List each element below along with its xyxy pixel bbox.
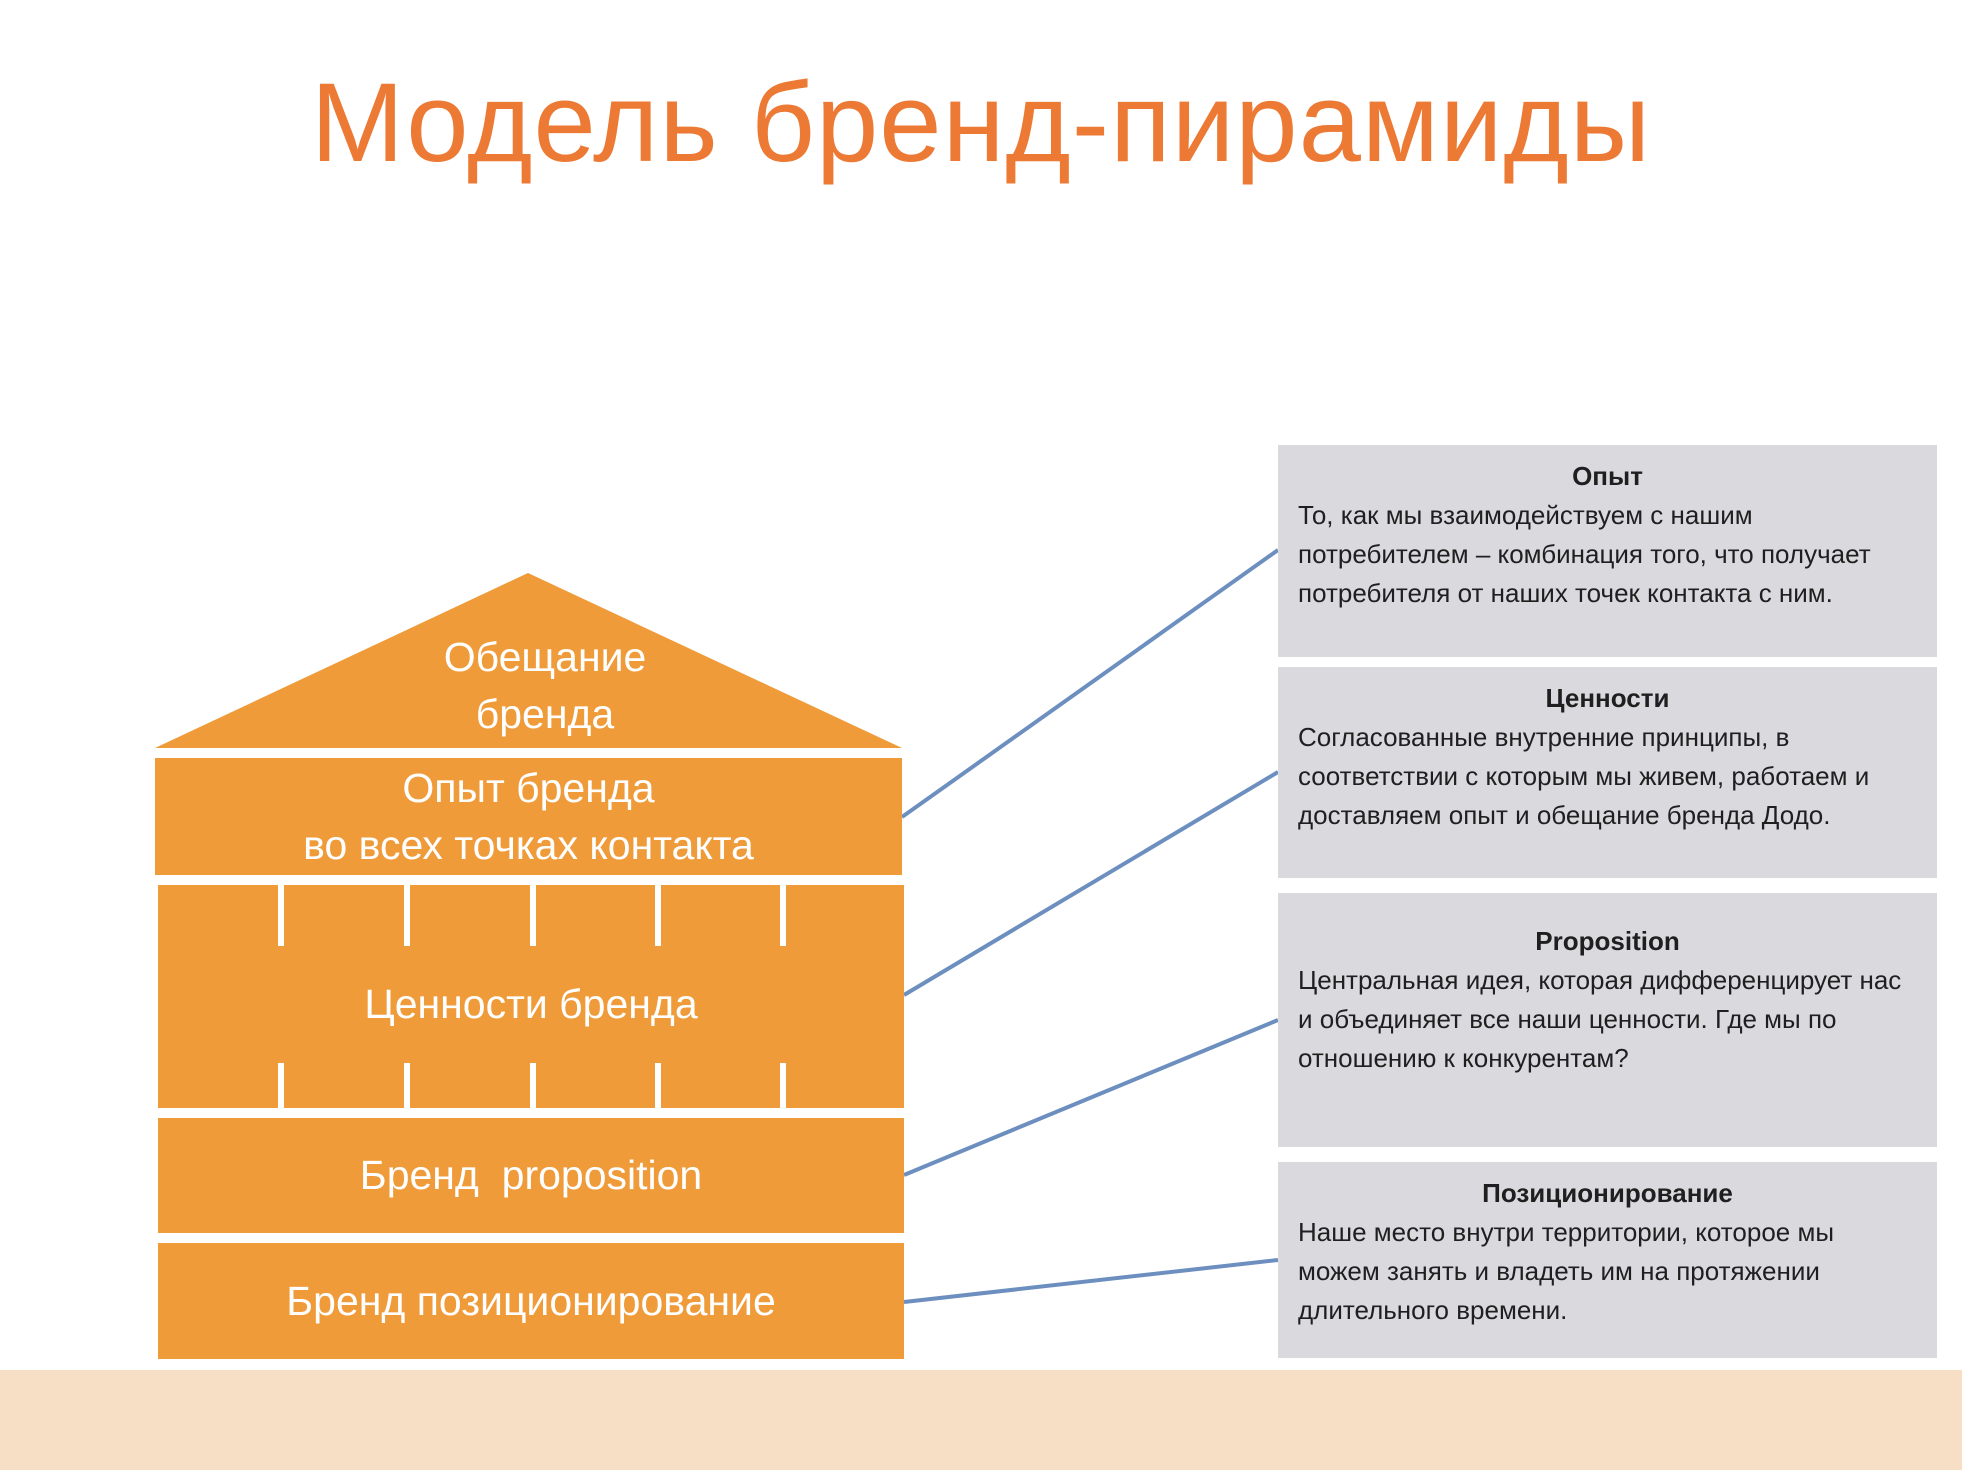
card-proposition <box>1278 893 1937 1147</box>
roof-label-line1: Обещание <box>443 633 647 680</box>
connector-line-positioning <box>904 1260 1278 1302</box>
card-title: Proposition <box>1535 926 1680 956</box>
card-title: Позиционирование <box>1482 1178 1733 1208</box>
positioning-label-text: Бренд позиционирование <box>286 1277 776 1324</box>
card-text: То, как мы взаимодействуем с нашим потребителем – комбинация того, что получает потребителя от наших точек контакта с ним. <box>1298 500 1871 608</box>
positioning-label <box>158 1243 904 1359</box>
card-title: Опыт <box>1572 461 1643 491</box>
experience-label-line2: во всех точках контакта <box>303 821 754 868</box>
connector-line-values <box>904 772 1278 995</box>
card-text: Согласованные внутренние принципы, в соответствии с которым мы живем, работаем и доставляем опыт и обещание бренда Додо. <box>1298 722 1870 830</box>
slide-title: Модель бренд-пирамиды <box>310 60 1652 185</box>
card-experience <box>1278 445 1937 657</box>
card-values <box>1278 667 1937 878</box>
roof-label-line2: бренда <box>475 690 615 737</box>
proposition-label <box>158 1118 904 1233</box>
proposition-label-text: Бренд proposition <box>359 1152 703 1198</box>
experience-label <box>155 758 902 875</box>
experience-label-line1: Опыт бренда <box>402 764 655 811</box>
connector-line-experience <box>902 550 1278 817</box>
values-label <box>158 946 904 1063</box>
card-text: Центральная идея, которая дифференцирует нас и объединяет все наши ценности. Где мы по отношению к конкурентам? <box>1298 965 1902 1073</box>
card-positioning <box>1278 1162 1937 1358</box>
roof-label <box>355 628 735 743</box>
card-title: Ценности <box>1545 683 1670 713</box>
connector-line-proposition <box>904 1020 1278 1175</box>
bottom-band <box>0 1370 1962 1470</box>
card-text: Наше место внутри территории, которое мы можем занять и владеть им на протяжении длительного времени. <box>1298 1217 1835 1325</box>
values-label-text: Ценности бренда <box>364 981 698 1027</box>
